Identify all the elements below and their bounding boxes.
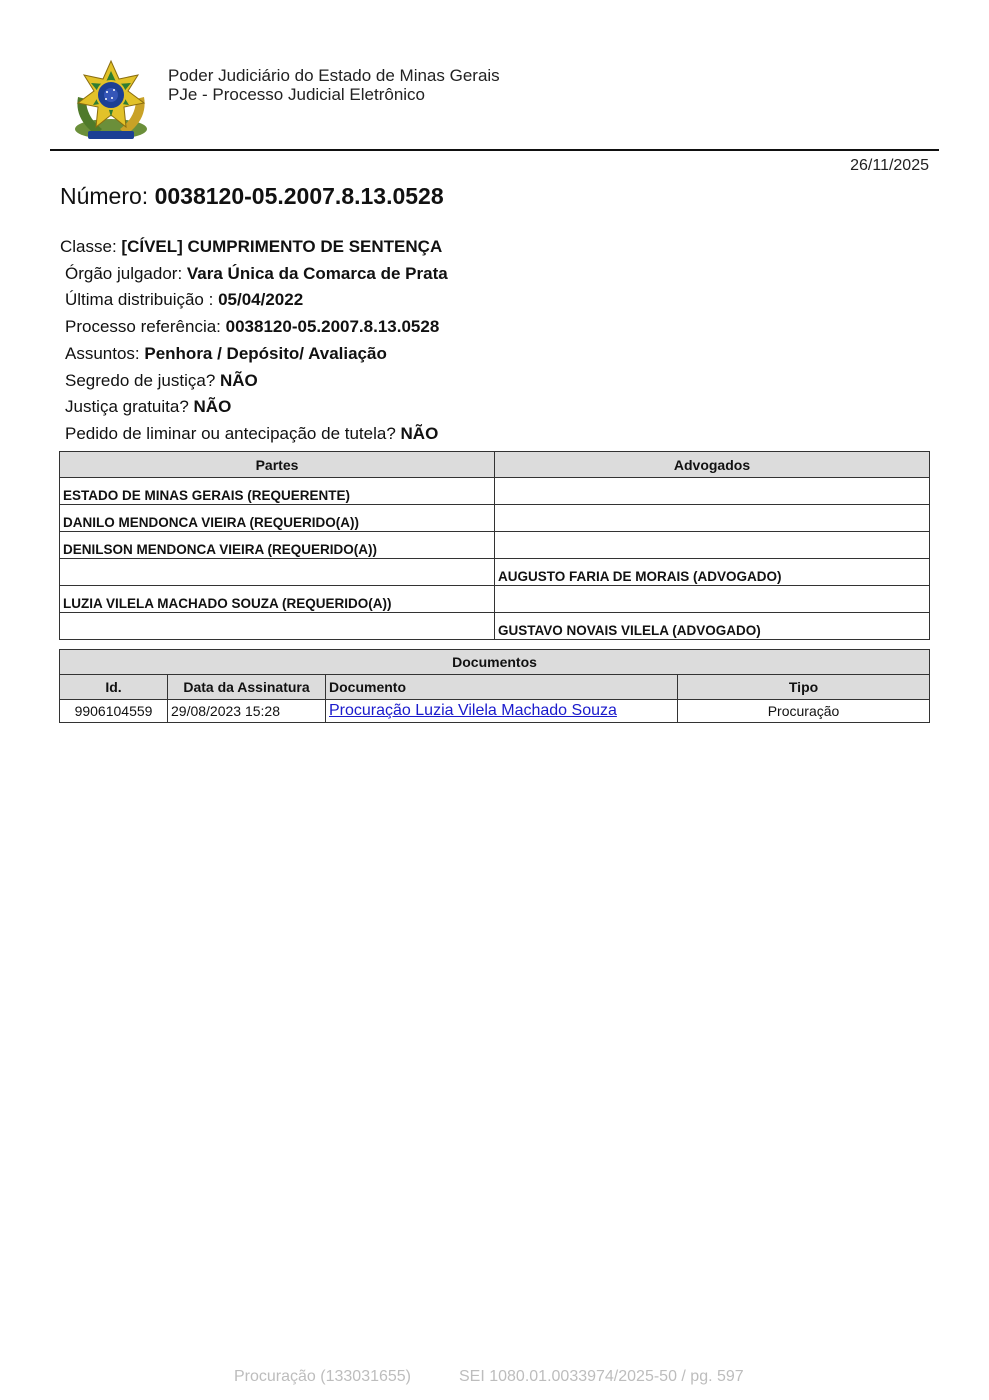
info-pedido-liminar: [60, 421, 448, 448]
advogado-cell: [495, 505, 930, 532]
doc-type-cell: Procuração: [678, 700, 930, 723]
documentos-header-row: [60, 675, 930, 700]
info-label: Justiça gratuita?: [65, 397, 194, 417]
process-number-label: Número:: [60, 183, 155, 209]
process-number: [60, 183, 444, 210]
parte-cell: ESTADO DE MINAS GERAIS (REQUERENTE): [60, 478, 495, 505]
table-row: [60, 559, 930, 586]
document-date: 26/11/2025: [850, 157, 929, 174]
info-label: Classe:: [60, 237, 122, 256]
col-header-tipo: Tipo: [678, 675, 930, 700]
parte-cell: DENILSON MENDONCA VIEIRA (REQUERIDO(A)): [60, 532, 495, 559]
parte-cell: [60, 613, 495, 640]
advogado-cell: [495, 478, 930, 505]
partes-header: Partes: [60, 452, 495, 478]
advogado-cell: AUGUSTO FARIA DE MORAIS (ADVOGADO): [495, 559, 930, 586]
info-label: Pedido de liminar ou antecipação de tutela?: [65, 423, 401, 443]
advogado-cell: GUSTAVO NOVAIS VILELA (ADVOGADO): [495, 613, 930, 640]
table-row: [60, 505, 930, 532]
info-label: Órgão julgador:: [65, 263, 187, 283]
documentos-title: Documentos: [60, 650, 930, 675]
parte-cell: [60, 559, 495, 586]
info-processo-referencia: [60, 314, 448, 341]
advogados-header: Advogados: [495, 452, 930, 478]
documentos-table: [59, 649, 930, 723]
header-line-1: Poder Judiciário do Estado de Minas Gerais: [168, 66, 500, 85]
info-classe: [60, 234, 448, 261]
process-info: [60, 234, 448, 448]
doc-name-cell: [326, 700, 678, 723]
info-label: Segredo de justiça?: [65, 370, 220, 390]
footer-right: SEI 1080.01.0033974/2025-50 / pg. 597: [459, 1368, 744, 1385]
brazil-coat-of-arms-icon: [66, 57, 156, 147]
documentos-title-row: [60, 650, 930, 675]
advogado-cell: [495, 532, 930, 559]
info-value: NÃO: [193, 397, 232, 417]
parte-cell: DANILO MENDONCA VIEIRA (REQUERIDO(A)): [60, 505, 495, 532]
table-row: [60, 586, 930, 613]
info-label: Assuntos:: [65, 343, 145, 363]
footer-left: Procuração (133031655): [234, 1368, 412, 1385]
header-institution: [168, 66, 500, 104]
process-number-value: 0038120-05.2007.8.13.0528: [154, 183, 444, 209]
header-divider: [50, 149, 939, 151]
table-row: [60, 478, 930, 505]
info-label: Processo referência:: [65, 317, 226, 337]
advogado-cell: [495, 586, 930, 613]
header-line-2: PJe - Processo Judicial Eletrônico: [168, 85, 426, 104]
info-value: Penhora / Depósito/ Avaliação: [144, 343, 387, 363]
info-assuntos: [60, 341, 448, 368]
col-header-data-assinatura: Data da Assinatura: [168, 675, 326, 700]
table-row: [60, 613, 930, 640]
doc-id-cell: 9906104559: [60, 700, 168, 723]
info-value: 05/04/2022: [218, 290, 304, 310]
info-ultima-distribuicao: [60, 287, 448, 314]
info-orgao-julgador: [60, 261, 448, 288]
info-label: Última distribuição :: [65, 290, 219, 310]
info-value: NÃO: [400, 423, 439, 443]
col-header-id: Id.: [60, 675, 168, 700]
info-justica-gratuita: [60, 394, 448, 421]
parte-cell: LUZIA VILELA MACHADO SOUZA (REQUERIDO(A)): [60, 586, 495, 613]
info-value: NÃO: [220, 370, 258, 390]
info-value: 0038120-05.2007.8.13.0528: [225, 317, 440, 337]
info-segredo-justica: [60, 368, 448, 395]
info-value: Vara Única da Comarca de Prata: [186, 263, 448, 283]
col-header-documento: Documento: [326, 675, 678, 700]
table-row: [60, 700, 930, 723]
document-link[interactable]: Procuração Luzia Vilela Machado Souza: [329, 702, 617, 719]
partes-table: [59, 451, 930, 640]
doc-date-cell: 29/08/2023 15:28: [168, 700, 326, 723]
partes-header-row: [60, 452, 930, 478]
info-value: [CÍVEL] CUMPRIMENTO DE SENTENÇA: [121, 237, 443, 256]
table-row: [60, 532, 930, 559]
